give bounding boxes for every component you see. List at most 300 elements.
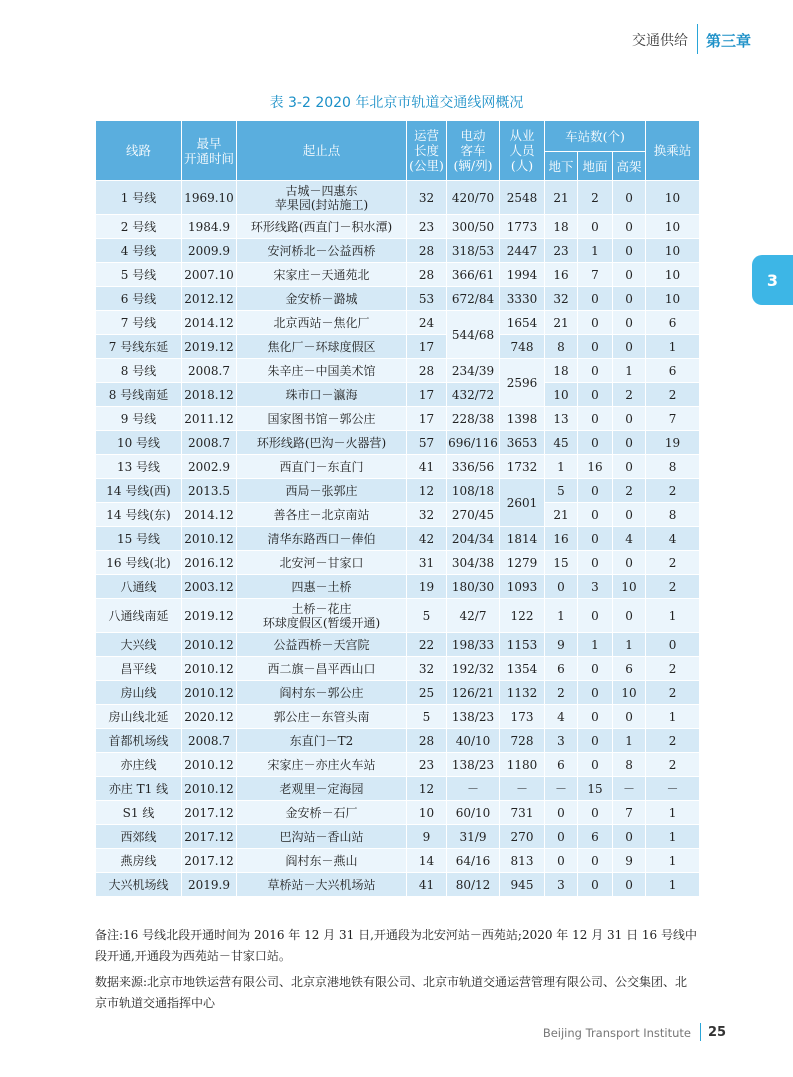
cell-cars: 198/33 [447,633,500,657]
cell-line: 4 号线 [96,239,182,263]
cell-length: 17 [407,383,447,407]
cell-staff: 748 [500,335,545,359]
cell-elevated: 0 [613,503,646,527]
cell-transfer: 1 [646,801,700,825]
cell-staff: 731 [500,801,545,825]
cell-line: 15 号线 [96,527,182,551]
cell-endpoints: 老观里－定海园 [237,777,407,801]
cell-staff: 3653 [500,431,545,455]
cell-ground: 2 [578,181,613,215]
cell-opened: 2012.12 [182,287,237,311]
cell-elevated: 6 [613,657,646,681]
cell-transfer: 1 [646,849,700,873]
cell-elevated: 10 [613,681,646,705]
cell-ground: 0 [578,503,613,527]
cell-endpoints: 阎村东－郭公庄 [237,681,407,705]
cell-length: 28 [407,359,447,383]
cell-underground: 21 [545,181,578,215]
cell-elevated: 10 [613,575,646,599]
cell-cars: 366/61 [447,263,500,287]
cell-length: 28 [407,729,447,753]
cell-cars: 672/84 [447,287,500,311]
cell-length: 31 [407,551,447,575]
cell-elevated: 0 [613,873,646,897]
cell-opened: 2010.12 [182,633,237,657]
cell-staff: 1814 [500,527,545,551]
table-row [96,455,700,479]
header-section-title: 交通供给 [632,33,688,49]
cell-length: 28 [407,239,447,263]
cell-ground: 0 [578,873,613,897]
col-header-stations: 车站数(个) [545,121,646,152]
cell-elevated: 9 [613,849,646,873]
cell-line: S1 线 [96,801,182,825]
cell-cars: 138/23 [447,705,500,729]
cell-elevated: 0 [613,335,646,359]
cell-line: 首都机场线 [96,729,182,753]
cell-transfer: 10 [646,239,700,263]
col-header-cars: 电动 客车 (辆/列) [447,121,500,181]
cell-transfer: 2 [646,575,700,599]
cell-length: 9 [407,825,447,849]
cell-cars: 80/12 [447,873,500,897]
cell-length: 5 [407,705,447,729]
cell-staff: 1732 [500,455,545,479]
cell-length: 32 [407,657,447,681]
cell-opened: 2016.12 [182,551,237,575]
cell-endpoints: 四惠－土桥 [237,575,407,599]
cell-elevated: 0 [613,455,646,479]
cell-elevated: 1 [613,729,646,753]
cell-ground: 0 [578,551,613,575]
cell-transfer: 1 [646,599,700,633]
table-row [96,263,700,287]
cell-transfer: 7 [646,407,700,431]
cell-transfer: 8 [646,455,700,479]
cell-underground: 45 [545,431,578,455]
cell-length: 17 [407,407,447,431]
table-title: 表 3-2 2020 年北京市轨道交通线网概况 [269,95,524,111]
cell-staff: 2596 [500,359,545,407]
cell-transfer: 6 [646,359,700,383]
cell-underground: 13 [545,407,578,431]
cell-opened: 2008.7 [182,359,237,383]
cell-transfer: 2 [646,551,700,575]
cell-underground: 16 [545,263,578,287]
cell-underground: 0 [545,849,578,873]
cell-underground: 5 [545,479,578,503]
cell-line: 八通线 [96,575,182,599]
cell-transfer: 10 [646,215,700,239]
cell-underground: 4 [545,705,578,729]
cell-line: 9 号线 [96,407,182,431]
cell-opened: 2013.5 [182,479,237,503]
cell-endpoints: 金安桥－石厂 [237,801,407,825]
cell-cars: 60/10 [447,801,500,825]
cell-opened: 2010.12 [182,753,237,777]
cell-endpoints: 土桥－花庄 环球度假区(暂缓开通) [237,599,407,633]
table-row [96,681,700,705]
cell-elevated: 2 [613,383,646,407]
col-header-underground: 地下 [545,152,578,181]
cell-ground: 0 [578,657,613,681]
cell-elevated: 0 [613,239,646,263]
cell-cars: 318/53 [447,239,500,263]
cell-ground: 1 [578,239,613,263]
cell-ground: 0 [578,431,613,455]
cell-underground: 10 [545,383,578,407]
cell-cars: 432/72 [447,383,500,407]
table-row [96,777,700,801]
cell-underground: 1 [545,599,578,633]
cell-ground: 6 [578,825,613,849]
cell-opened: 2018.12 [182,383,237,407]
cell-ground: 0 [578,599,613,633]
table-row [96,479,700,503]
cell-ground: 0 [578,849,613,873]
table-row [96,431,700,455]
cell-endpoints: 古城－四惠东 苹果园(封站施工) [237,181,407,215]
cell-line: 14 号线(西) [96,479,182,503]
cell-transfer: 10 [646,181,700,215]
cell-underground: 23 [545,239,578,263]
cell-underground: 6 [545,657,578,681]
cell-underground: 0 [545,801,578,825]
cell-transfer: 19 [646,431,700,455]
cell-elevated: 0 [613,287,646,311]
cell-opened: 2020.12 [182,705,237,729]
cell-staff: 122 [500,599,545,633]
cell-elevated: 4 [613,527,646,551]
table-row [96,599,700,633]
cell-staff: 1773 [500,215,545,239]
col-header-endpoints: 起止点 [237,121,407,181]
cell-endpoints: 金安桥－潞城 [237,287,407,311]
cell-endpoints: 环形线路(西直门－积水潭) [237,215,407,239]
cell-ground: 0 [578,753,613,777]
cell-elevated: 0 [613,215,646,239]
cell-underground: 1 [545,455,578,479]
cell-length: 23 [407,753,447,777]
cell-transfer: 1 [646,705,700,729]
cell-line: 5 号线 [96,263,182,287]
cell-elevated: 0 [613,551,646,575]
cell-length: 12 [407,777,447,801]
cell-line: 房山线 [96,681,182,705]
cell-elevated: 0 [613,599,646,633]
cell-staff: 813 [500,849,545,873]
cell-staff: 1354 [500,657,545,681]
table-row [96,551,700,575]
header-divider [697,24,698,54]
cell-endpoints: 阎村东－燕山 [237,849,407,873]
cell-cars: 420/70 [447,181,500,215]
cell-elevated: 0 [613,431,646,455]
col-header-staff: 从业 人员 (人) [500,121,545,181]
col-header-transfer: 换乘站 [646,121,700,181]
cell-cars: 544/68 [447,311,500,359]
cell-line: 14 号线(东) [96,503,182,527]
cell-ground: 0 [578,407,613,431]
cell-length: 28 [407,263,447,287]
cell-endpoints: 清华东路西口－俸伯 [237,527,407,551]
cell-endpoints: 西二旗－昌平西山口 [237,657,407,681]
cell-cars: 234/39 [447,359,500,383]
cell-line: 2 号线 [96,215,182,239]
cell-opened: 2007.10 [182,263,237,287]
cell-transfer: 2 [646,753,700,777]
cell-elevated: 1 [613,359,646,383]
cell-opened: 2003.12 [182,575,237,599]
cell-length: 22 [407,633,447,657]
cell-opened: 2009.9 [182,239,237,263]
col-header-line: 线路 [96,121,182,181]
cell-staff: 2548 [500,181,545,215]
cell-ground: 0 [578,681,613,705]
cell-underground: 21 [545,311,578,335]
cell-staff: 1153 [500,633,545,657]
table-row [96,705,700,729]
cell-opened: 2008.7 [182,431,237,455]
cell-opened: 2014.12 [182,503,237,527]
cell-ground: 3 [578,575,613,599]
cell-line: 10 号线 [96,431,182,455]
cell-length: 32 [407,181,447,215]
table-row [96,825,700,849]
cell-transfer: 6 [646,311,700,335]
cell-transfer: 2 [646,479,700,503]
cell-endpoints: 善各庄－北京南站 [237,503,407,527]
cell-elevated: 0 [613,181,646,215]
cell-staff: 1093 [500,575,545,599]
cell-underground: 3 [545,873,578,897]
cell-endpoints: 巴沟站－香山站 [237,825,407,849]
cell-opened: 2011.12 [182,407,237,431]
cell-ground: 0 [578,215,613,239]
cell-elevated: 0 [613,705,646,729]
cell-endpoints: 安河桥北－公益西桥 [237,239,407,263]
cell-ground: 0 [578,527,613,551]
cell-underground: 18 [545,359,578,383]
cell-line: 大兴线 [96,633,182,657]
cell-transfer: 4 [646,527,700,551]
cell-staff: 2601 [500,479,545,527]
cell-cars: 300/50 [447,215,500,239]
rail-network-table-container [95,120,699,912]
cell-elevated: 0 [613,311,646,335]
cell-line: 13 号线 [96,455,182,479]
cell-staff: 270 [500,825,545,849]
cell-underground: 6 [545,753,578,777]
cell-length: 41 [407,455,447,479]
cell-length: 12 [407,479,447,503]
cell-cars: 336/56 [447,455,500,479]
cell-transfer: 1 [646,825,700,849]
cell-underground: 16 [545,527,578,551]
cell-opened: 2019.9 [182,873,237,897]
cell-length: 25 [407,681,447,705]
cell-line: 亦庄 T1 线 [96,777,182,801]
cell-elevated: 7 [613,801,646,825]
cell-endpoints: 宋家庄－天通苑北 [237,263,407,287]
cell-underground: － [545,777,578,801]
cell-cars: 228/38 [447,407,500,431]
rail-network-table [95,120,700,897]
cell-opened: 2017.12 [182,801,237,825]
cell-staff: － [500,777,545,801]
cell-transfer: 10 [646,263,700,287]
cell-transfer: 2 [646,681,700,705]
cell-ground: 0 [578,311,613,335]
cell-line: 房山线北延 [96,705,182,729]
cell-opened: 2017.12 [182,849,237,873]
cell-transfer: 10 [646,287,700,311]
page-number: 25 [708,1025,727,1040]
table-row [96,575,700,599]
cell-underground: 18 [545,215,578,239]
cell-staff: 173 [500,705,545,729]
cell-ground: 0 [578,359,613,383]
table-row [96,503,700,527]
cell-cars: 40/10 [447,729,500,753]
cell-endpoints: 珠市口－瀛海 [237,383,407,407]
cell-opened: 2014.12 [182,311,237,335]
cell-ground: 0 [578,287,613,311]
cell-cars: 304/38 [447,551,500,575]
table-row [96,753,700,777]
cell-ground: 1 [578,633,613,657]
cell-cars: 108/18 [447,479,500,503]
cell-staff: 1132 [500,681,545,705]
cell-endpoints: 朱辛庄－中国美术馆 [237,359,407,383]
cell-line: 1 号线 [96,181,182,215]
cell-underground: 32 [545,287,578,311]
table-row [96,849,700,873]
cell-endpoints: 公益西桥－天宫院 [237,633,407,657]
cell-ground: 0 [578,383,613,407]
cell-staff: 1994 [500,263,545,287]
table-row [96,215,700,239]
cell-opened: 2010.12 [182,681,237,705]
cell-underground: 0 [545,825,578,849]
table-row [96,801,700,825]
cell-cars: 31/9 [447,825,500,849]
cell-elevated: 1 [613,633,646,657]
cell-length: 57 [407,431,447,455]
cell-staff: 2447 [500,239,545,263]
table-row [96,873,700,897]
table-row [96,729,700,753]
table-row [96,239,700,263]
cell-opened: 1969.10 [182,181,237,215]
cell-opened: 2010.12 [182,657,237,681]
cell-underground: 9 [545,633,578,657]
footer-institute: Beijing Transport Institute [542,1026,691,1040]
cell-staff: 728 [500,729,545,753]
table-row [96,657,700,681]
col-header-length: 运营 长度 (公里) [407,121,447,181]
table-row [96,359,700,383]
table-row [96,407,700,431]
chapter-side-tab: 3 [752,255,793,305]
cell-staff: 1398 [500,407,545,431]
cell-endpoints: 郭公庄－东管头南 [237,705,407,729]
cell-endpoints: 西直门－东直门 [237,455,407,479]
cell-transfer: 1 [646,873,700,897]
col-header-ground: 地面 [578,152,613,181]
cell-endpoints: 宋家庄－亦庄火车站 [237,753,407,777]
cell-ground: 0 [578,801,613,825]
cell-opened: 2017.12 [182,825,237,849]
cell-ground: 16 [578,455,613,479]
cell-length: 41 [407,873,447,897]
cell-endpoints: 环形线路(巴沟－火器营) [237,431,407,455]
cell-underground: 2 [545,681,578,705]
cell-length: 19 [407,575,447,599]
cell-underground: 3 [545,729,578,753]
cell-opened: 2019.12 [182,599,237,633]
cell-cars: 270/45 [447,503,500,527]
table-row [96,287,700,311]
cell-length: 23 [407,215,447,239]
cell-ground: 0 [578,335,613,359]
cell-elevated: 0 [613,263,646,287]
cell-line: 7 号线东延 [96,335,182,359]
cell-elevated: 8 [613,753,646,777]
cell-staff: 1279 [500,551,545,575]
cell-line: 8 号线南延 [96,383,182,407]
cell-transfer: 2 [646,657,700,681]
cell-line: 亦庄线 [96,753,182,777]
cell-elevated: 0 [613,825,646,849]
cell-endpoints: 北京西站－焦化厂 [237,311,407,335]
cell-underground: 8 [545,335,578,359]
cell-staff: 1180 [500,753,545,777]
cell-cars: 180/30 [447,575,500,599]
table-row [96,633,700,657]
cell-line: 大兴机场线 [96,873,182,897]
cell-length: 32 [407,503,447,527]
table-body [96,181,700,897]
cell-ground: 15 [578,777,613,801]
table-row [96,383,700,407]
cell-cars: 64/16 [447,849,500,873]
cell-length: 42 [407,527,447,551]
table-row [96,311,700,335]
cell-opened: 2010.12 [182,527,237,551]
cell-line: 八通线南延 [96,599,182,633]
cell-ground: 0 [578,479,613,503]
cell-transfer: 2 [646,383,700,407]
cell-line: 16 号线(北) [96,551,182,575]
cell-elevated: 2 [613,479,646,503]
cell-endpoints: 国家图书馆－郭公庄 [237,407,407,431]
cell-line: 西郊线 [96,825,182,849]
table-row [96,335,700,359]
cell-opened: 2010.12 [182,777,237,801]
cell-staff: 945 [500,873,545,897]
cell-line: 燕房线 [96,849,182,873]
cell-underground: 0 [545,575,578,599]
cell-underground: 21 [545,503,578,527]
cell-ground: 0 [578,729,613,753]
cell-endpoints: 西局－张郭庄 [237,479,407,503]
cell-transfer: 1 [646,335,700,359]
cell-elevated: 0 [613,407,646,431]
cell-ground: 0 [578,705,613,729]
cell-ground: 7 [578,263,613,287]
cell-staff: 1654 [500,311,545,335]
